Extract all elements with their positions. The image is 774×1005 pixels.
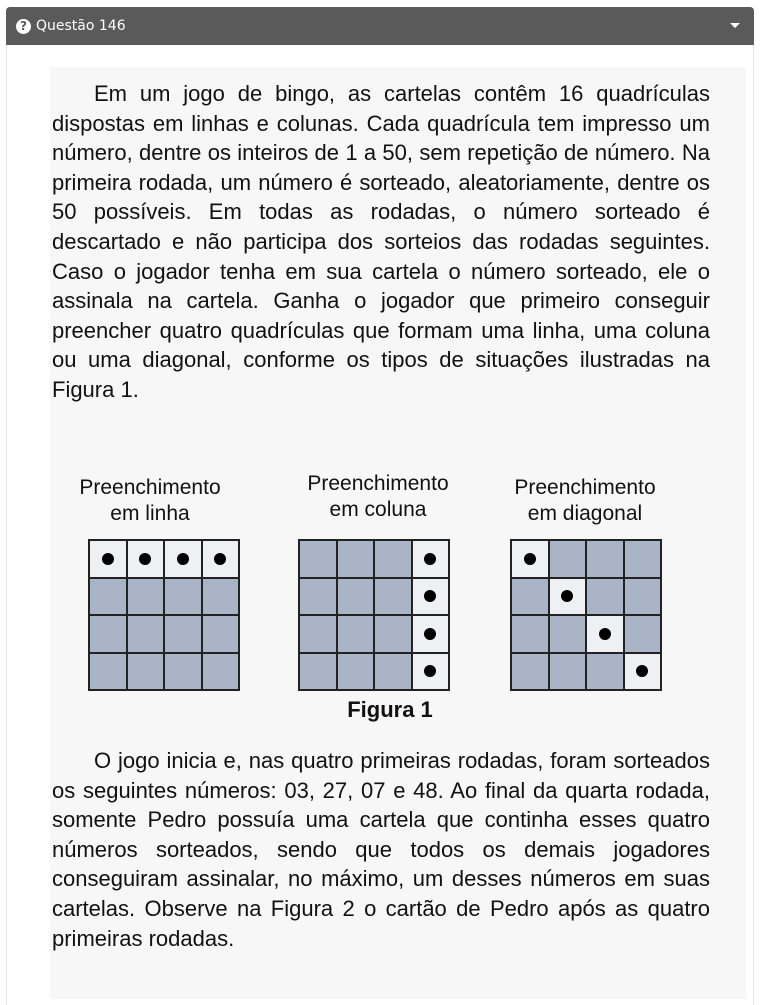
grid-cell <box>128 579 164 615</box>
grid-cell <box>587 654 623 690</box>
grid-cell <box>413 616 449 652</box>
grid-cell <box>550 616 586 652</box>
grid-cell <box>203 579 239 615</box>
grid-row-fill <box>88 539 240 691</box>
grid-cell <box>625 654 661 690</box>
dot-marker <box>424 553 436 565</box>
dot-marker <box>424 628 436 640</box>
grid-cell <box>165 654 201 690</box>
grid-cell <box>550 541 586 577</box>
grid-cell <box>203 541 239 577</box>
grid-cell <box>550 654 586 690</box>
figure-label-column <box>278 471 478 523</box>
grid-cell <box>338 579 374 615</box>
figure-label-diagonal-line2: em diagonal <box>527 502 643 525</box>
grid-cell <box>90 541 126 577</box>
grid-cell <box>90 616 126 652</box>
grid-cell <box>625 579 661 615</box>
grid-cell <box>375 541 411 577</box>
grid-column-fill <box>298 539 450 691</box>
grid-cell <box>338 541 374 577</box>
grid-cell <box>625 541 661 577</box>
figure-label-row <box>50 475 250 527</box>
figure-label-diagonal-line1: Preenchimento <box>514 476 656 499</box>
grid-cell <box>413 654 449 690</box>
grid-cell <box>338 654 374 690</box>
grid-cell <box>625 616 661 652</box>
question-document <box>50 67 746 999</box>
grid-cell <box>300 616 336 652</box>
grid-cell <box>165 579 201 615</box>
grid-cell <box>90 654 126 690</box>
figure-label-row-line1: Preenchimento <box>79 476 221 499</box>
grid-cell <box>203 654 239 690</box>
grid-diagonal-fill <box>510 539 662 691</box>
grid-cell <box>413 541 449 577</box>
grid-cell <box>165 616 201 652</box>
grid-cell <box>413 579 449 615</box>
grid-cell <box>300 654 336 690</box>
question-header[interactable] <box>6 7 754 45</box>
dot-marker <box>177 553 189 565</box>
dot-marker <box>139 553 151 565</box>
dot-marker <box>424 590 436 602</box>
dot-marker <box>424 665 436 677</box>
grid-cell <box>587 616 623 652</box>
figure-label-column-line1: Preenchimento <box>307 472 449 495</box>
grid-cell <box>300 579 336 615</box>
grid-cell <box>90 579 126 615</box>
dot-marker <box>214 553 226 565</box>
dot-marker <box>636 665 648 677</box>
grid-cell <box>203 616 239 652</box>
figure-label-diagonal <box>485 475 685 527</box>
grid-cell <box>375 616 411 652</box>
dot-marker <box>599 628 611 640</box>
grid-cell <box>512 541 548 577</box>
grid-cell <box>338 616 374 652</box>
grid-cell <box>375 654 411 690</box>
grid-cell <box>128 616 164 652</box>
grid-cell <box>375 579 411 615</box>
dot-marker <box>102 553 114 565</box>
dot-marker <box>524 553 536 565</box>
dot-marker <box>561 590 573 602</box>
grid-cell <box>512 654 548 690</box>
figure-label-row-line2: em linha <box>110 502 190 525</box>
question-title: Questão 146 <box>36 18 126 34</box>
grid-cell <box>128 654 164 690</box>
grid-cell <box>128 541 164 577</box>
question-paragraph-2: O jogo inicia e, nas quatro primeiras rodadas, foram sorteados os seguintes números: 03, 27, 07 e 48. Ao final da quarta rodada, somente Pedro possuía uma cartela que continha esses quatro números sorteados, sendo que todos os demais jogadores conseguiram assinalar, no máximo, um desses números em suas cartelas. Observe na Figura 2 o cartão de Pedro após as quatro primeiras rodadas. <box>52 748 710 951</box>
grid-cell <box>587 541 623 577</box>
grid-cell <box>512 616 548 652</box>
figure-label-column-line2: em coluna <box>329 498 427 521</box>
question-circle-icon: ? <box>16 19 31 34</box>
caret-down-icon[interactable] <box>730 23 740 28</box>
grid-cell <box>300 541 336 577</box>
grid-cell <box>550 579 586 615</box>
question-paragraph-1: Em um jogo de bingo, as cartelas contêm 16 quadrículas dispostas em linhas e colunas. Cada quadrícula tem impresso um número, dentre os inteiros de 1 a 50, sem repetição de número. Na primeira rodada, um número é sorteado, aleatoriamente, dentre os 50 possíveis. Em todas as rodadas, o número sorteado é descartado e não participa dos sorteios das rodadas seguintes. Caso o jogador tenha em sua cartela o número sorteado, ele o assinala na cartela. Ganha o jogador que primeiro conseguir preencher quatro quadrículas que formam uma linha, uma coluna ou uma diagonal, conforme os tipos de situações ilustradas na Figura 1. <box>52 81 710 402</box>
figure-caption: Figura 1 <box>347 697 433 722</box>
grid-cell <box>512 579 548 615</box>
grid-cell <box>587 579 623 615</box>
grid-cell <box>165 541 201 577</box>
